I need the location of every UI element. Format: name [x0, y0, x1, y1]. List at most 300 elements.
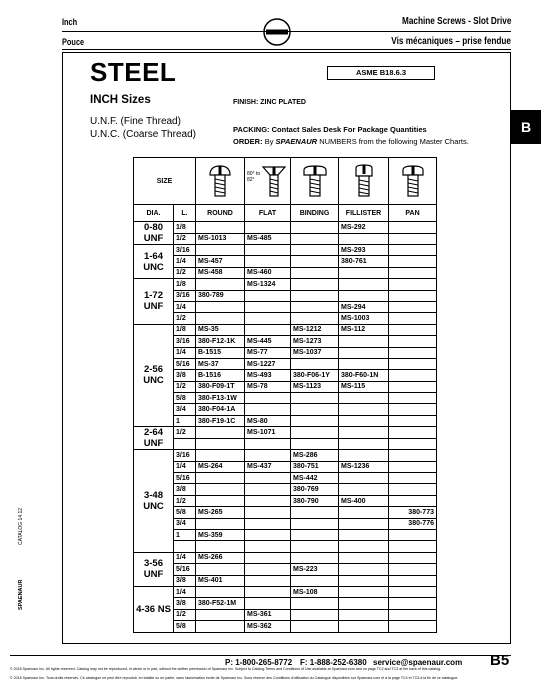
length-cell: 1 [174, 415, 196, 426]
order-label: ORDER: [233, 137, 263, 146]
part-number-cell[interactable]: MS-1273 [291, 336, 339, 347]
part-number-cell[interactable]: 380-751 [291, 461, 339, 472]
part-number-cell [339, 575, 389, 586]
part-number-cell [389, 393, 437, 404]
part-number-cell [339, 586, 389, 597]
part-number-cell [339, 347, 389, 358]
part-number-cell [196, 279, 245, 290]
col-fillister: FILLISTER [339, 205, 389, 222]
part-number-cell[interactable]: MS-1071 [245, 427, 291, 439]
binding-head-icon [291, 158, 339, 205]
header-title-en: Machine Screws - Slot Drive [401, 16, 511, 27]
length-cell: 3/16 [174, 450, 196, 461]
part-number-cell [291, 427, 339, 439]
length-cell: 1/4 [174, 301, 196, 312]
part-number-cell [245, 301, 291, 312]
table-row [134, 370, 437, 381]
header-divider-bottom [62, 49, 511, 50]
part-number-cell [389, 381, 437, 392]
part-number-cell [389, 495, 437, 506]
finish-label: FINISH: ZINC PLATED [233, 99, 306, 106]
part-number-cell [339, 598, 389, 609]
part-number-cell [339, 358, 389, 369]
footer-divider [10, 655, 511, 656]
part-number-cell [245, 541, 291, 552]
part-number-cell[interactable]: MS-457 [196, 256, 245, 267]
part-number-cell [389, 233, 437, 245]
part-number-cell [245, 529, 291, 540]
part-number-cell [245, 324, 291, 335]
part-number-cell [245, 222, 291, 234]
table-row [134, 495, 437, 506]
part-number-cell [339, 427, 389, 439]
dia-cell: 3-48 UNC [134, 450, 174, 553]
length-cell: 1/2 [174, 267, 196, 278]
part-number-cell[interactable]: MS-266 [196, 552, 245, 563]
part-number-cell [339, 541, 389, 552]
dia-cell: 3-56 UNF [134, 552, 174, 586]
part-number-cell [196, 438, 245, 450]
col-length: L. [174, 205, 196, 222]
part-number-cell [339, 336, 389, 347]
part-number-cell [291, 415, 339, 426]
part-number-cell [291, 541, 339, 552]
part-number-cell[interactable]: 380-761 [339, 256, 389, 267]
legal-en: © 2018 Spaenaur Inc. All rights reserved. Catalog may not be reproduced, in whole or in part, without the written permission of Spaenaur Inc. Subject to Catalog Terms and Conditions of Use available at Spaenaur.com and on page TC2 and TC3 at the back of this catalog. [10, 667, 441, 671]
part-number-cell [291, 301, 339, 312]
legal-fr: © 2018 Spaenaur Inc. Tous droits réservés. Ce catalogue ne peut être reproduit, en totalité ou en partie, sans l'autorisation écrite de Spaenaur Inc. Sous réserve des Conditions d'utilisation du Catalogue disponibles sur Spaenaur.com et à la page TC4 et TC5 à la fin de ce catalogue. [10, 676, 459, 680]
part-number-cell [339, 415, 389, 426]
part-number-cell [291, 313, 339, 324]
fillister-head-icon [339, 158, 389, 205]
parts-table [133, 157, 437, 633]
part-number-cell[interactable]: MS-78 [245, 381, 291, 392]
part-number-cell [389, 541, 437, 552]
part-number-cell[interactable]: MS-458 [196, 267, 245, 278]
length-cell: 3/16 [174, 245, 196, 256]
length-cell: 1/4 [174, 586, 196, 597]
part-number-cell [245, 404, 291, 415]
part-number-cell [291, 267, 339, 278]
part-number-cell[interactable]: MS-286 [291, 450, 339, 461]
page-number: B5 [490, 652, 510, 669]
part-number-cell [291, 233, 339, 245]
table-row [134, 324, 437, 335]
table-row [134, 313, 437, 324]
length-cell: 5/8 [174, 621, 196, 632]
length-cell: 5/16 [174, 564, 196, 575]
part-number-cell [196, 473, 245, 484]
pan-head-icon [389, 158, 437, 205]
part-number-cell [245, 256, 291, 267]
part-number-cell [291, 609, 339, 620]
part-number-cell [389, 324, 437, 335]
part-number-cell[interactable]: MS-1013 [196, 233, 245, 245]
part-number-cell [196, 518, 245, 529]
table-row [134, 484, 437, 495]
part-number-cell [339, 290, 389, 301]
table-row [134, 438, 437, 450]
part-number-cell[interactable]: MS-359 [196, 529, 245, 540]
part-number-cell[interactable]: MS-293 [339, 245, 389, 256]
page-title: STEEL [90, 57, 177, 87]
order-note [233, 137, 469, 146]
length-cell: 3/8 [174, 575, 196, 586]
part-number-cell [389, 245, 437, 256]
part-number-cell[interactable]: 380-789 [196, 290, 245, 301]
part-number-cell[interactable]: MS-1324 [245, 279, 291, 290]
dia-cell: 1-64 UNC [134, 245, 174, 279]
dia-cell: 0-80 UNF [134, 222, 174, 245]
part-number-cell [196, 301, 245, 312]
table-row [134, 267, 437, 278]
col-round: ROUND [196, 205, 245, 222]
flat-angle-label: 80° to 82° [247, 171, 261, 183]
table-row [134, 450, 437, 461]
part-number-cell [339, 233, 389, 245]
part-number-cell[interactable]: MS-80 [245, 415, 291, 426]
part-number-cell [196, 450, 245, 461]
packing-note: PACKING: Contact Sales Desk For Package Quantities [233, 125, 427, 134]
part-number-cell[interactable]: MS-401 [196, 575, 245, 586]
part-number-cell[interactable]: MS-493 [245, 370, 291, 381]
col-dia: DIA. [134, 205, 174, 222]
part-number-cell [196, 586, 245, 597]
part-number-cell [245, 473, 291, 484]
part-number-cell[interactable]: 380-F52-1M [196, 598, 245, 609]
part-number-cell [196, 495, 245, 506]
part-number-cell [291, 358, 339, 369]
part-number-cell [245, 484, 291, 495]
part-number-cell [196, 427, 245, 439]
table-row [134, 301, 437, 312]
col-pan: PAN [389, 205, 437, 222]
slot-drive-icon [262, 17, 292, 47]
part-number-cell [389, 609, 437, 620]
table-row [134, 541, 437, 552]
length-cell: 1/8 [174, 222, 196, 234]
part-number-cell [291, 290, 339, 301]
part-number-cell[interactable]: 380-773 [389, 507, 437, 518]
table-row [134, 393, 437, 404]
table-row [134, 427, 437, 439]
part-number-cell [196, 313, 245, 324]
part-number-cell [245, 586, 291, 597]
part-number-cell[interactable]: MS-265 [196, 507, 245, 518]
length-cell: 3/16 [174, 290, 196, 301]
part-number-cell [291, 575, 339, 586]
part-number-cell [339, 529, 389, 540]
size-label: SIZE [134, 158, 196, 205]
part-number-cell [389, 473, 437, 484]
part-number-cell [389, 564, 437, 575]
part-number-cell [291, 245, 339, 256]
part-number-cell [245, 518, 291, 529]
part-number-cell [389, 222, 437, 234]
dia-cell: 4-36 NS [134, 586, 174, 632]
part-number-cell[interactable]: MS-362 [245, 621, 291, 632]
table-row [134, 529, 437, 540]
header-inch: Inch [62, 17, 78, 27]
length-cell: 3/8 [174, 370, 196, 381]
dia-cell: 2-56 UNC [134, 324, 174, 427]
part-number-cell[interactable]: MS-37 [196, 358, 245, 369]
part-number-cell [245, 393, 291, 404]
part-number-cell [389, 336, 437, 347]
part-number-cell [291, 507, 339, 518]
header-title-fr: Vis mécaniques – prise fendue [391, 36, 511, 47]
part-number-cell [291, 529, 339, 540]
footer-fax: F: 1-888-252-6380 [300, 658, 367, 667]
length-cell: 1/4 [174, 552, 196, 563]
part-number-cell [291, 256, 339, 267]
part-number-cell[interactable]: MS-1236 [339, 461, 389, 472]
part-number-cell [291, 438, 339, 450]
part-number-cell [389, 279, 437, 290]
table-row [134, 552, 437, 563]
part-number-cell[interactable]: MS-1123 [291, 381, 339, 392]
part-number-cell [339, 438, 389, 450]
table-row [134, 279, 437, 290]
part-number-cell [389, 301, 437, 312]
length-cell: 1/2 [174, 609, 196, 620]
part-number-cell[interactable]: MS-112 [339, 324, 389, 335]
part-number-cell [389, 427, 437, 439]
part-number-cell[interactable]: 380-F19-1C [196, 415, 245, 426]
table-row [134, 609, 437, 620]
part-number-cell [339, 518, 389, 529]
col-flat: FLAT [245, 205, 291, 222]
part-number-cell[interactable]: MS-1227 [245, 358, 291, 369]
part-number-cell [389, 461, 437, 472]
part-number-cell[interactable]: 380-F12-1K [196, 336, 245, 347]
standard-badge: ASME B18.6.3 [327, 66, 435, 80]
header-pouce: Pouce [62, 37, 85, 47]
table-row [134, 347, 437, 358]
part-number-cell[interactable]: MS-77 [245, 347, 291, 358]
length-cell: 1/2 [174, 495, 196, 506]
part-number-cell [196, 484, 245, 495]
part-number-cell [291, 404, 339, 415]
part-number-cell [339, 404, 389, 415]
part-number-cell [389, 621, 437, 632]
part-number-cell [291, 222, 339, 234]
part-number-cell [389, 598, 437, 609]
table-row [134, 473, 437, 484]
length-cell: 1/2 [174, 313, 196, 324]
table-row [134, 518, 437, 529]
part-number-cell[interactable]: MS-437 [245, 461, 291, 472]
length-cell: 5/16 [174, 358, 196, 369]
length-cell: 3/8 [174, 598, 196, 609]
table-row [134, 404, 437, 415]
length-cell: 1 [174, 529, 196, 540]
thread-coarse: U.N.C. (Coarse Thread) [90, 129, 196, 140]
table-row [134, 256, 437, 267]
part-number-cell[interactable]: MS-108 [291, 586, 339, 597]
length-cell: 1/8 [174, 279, 196, 290]
length-cell: 1/4 [174, 461, 196, 472]
length-cell [174, 438, 196, 450]
table-row [134, 575, 437, 586]
flat-head-icon [245, 158, 291, 205]
part-number-cell [196, 541, 245, 552]
length-cell: 1/2 [174, 233, 196, 245]
part-number-cell [389, 256, 437, 267]
part-number-cell [389, 484, 437, 495]
part-number-cell[interactable]: MS-1037 [291, 347, 339, 358]
section-tab[interactable]: B [511, 110, 541, 144]
part-number-cell[interactable]: MS-115 [339, 381, 389, 392]
part-number-cell [245, 507, 291, 518]
part-number-cell [339, 393, 389, 404]
order-rest: NUMBERS from the following Master Charts. [319, 137, 469, 146]
length-cell: 3/16 [174, 336, 196, 347]
part-number-cell [196, 222, 245, 234]
part-number-cell [339, 279, 389, 290]
table-row [134, 415, 437, 426]
part-number-cell [389, 552, 437, 563]
part-number-cell[interactable]: MS-1212 [291, 324, 339, 335]
part-number-cell [245, 313, 291, 324]
length-cell: 3/8 [174, 484, 196, 495]
part-number-cell[interactable]: 380-F09-1T [196, 381, 245, 392]
part-number-cell [196, 609, 245, 620]
part-number-cell [291, 621, 339, 632]
part-number-cell[interactable]: MS-400 [339, 495, 389, 506]
footer-phone: P: 1-800-265-8772 [225, 658, 293, 667]
part-number-cell [389, 529, 437, 540]
part-number-cell [339, 609, 389, 620]
length-cell: 5/16 [174, 473, 196, 484]
part-number-cell [389, 290, 437, 301]
table-row [134, 461, 437, 472]
part-number-cell [245, 552, 291, 563]
part-number-cell [389, 575, 437, 586]
table-row [134, 336, 437, 347]
length-cell: 1/8 [174, 324, 196, 335]
part-number-cell[interactable]: MS-223 [291, 564, 339, 575]
part-number-cell [389, 358, 437, 369]
part-number-cell [291, 518, 339, 529]
length-cell: 3/4 [174, 404, 196, 415]
part-number-cell[interactable]: MS-460 [245, 267, 291, 278]
table-row [134, 564, 437, 575]
table-row [134, 233, 437, 245]
part-number-cell [389, 415, 437, 426]
col-binding: BINDING [291, 205, 339, 222]
part-number-cell [245, 495, 291, 506]
sizes-heading: INCH Sizes [90, 94, 151, 106]
part-number-cell [339, 450, 389, 461]
part-number-cell [245, 450, 291, 461]
length-cell: 1/4 [174, 256, 196, 267]
length-cell: 5/8 [174, 507, 196, 518]
order-brand: SPAENAUR [275, 137, 318, 146]
part-number-cell[interactable]: 380-F04-1A [196, 404, 245, 415]
dia-cell: 1-72 UNF [134, 279, 174, 325]
table-row [134, 507, 437, 518]
thread-fine: U.N.F. (Fine Thread) [90, 116, 181, 127]
part-number-cell [339, 267, 389, 278]
length-cell: 1/2 [174, 427, 196, 439]
part-number-cell[interactable]: MS-442 [291, 473, 339, 484]
part-number-cell [339, 552, 389, 563]
part-number-cell[interactable]: MS-485 [245, 233, 291, 245]
part-number-cell [291, 393, 339, 404]
table-row [134, 381, 437, 392]
part-number-cell[interactable]: MS-361 [245, 609, 291, 620]
part-number-cell[interactable]: B-1515 [196, 347, 245, 358]
part-number-cell [196, 564, 245, 575]
part-number-cell [245, 438, 291, 450]
part-number-cell[interactable]: 380-790 [291, 495, 339, 506]
part-number-cell [389, 438, 437, 450]
part-number-cell [389, 450, 437, 461]
part-number-cell [389, 267, 437, 278]
part-number-cell [339, 507, 389, 518]
part-number-cell [389, 404, 437, 415]
column-header-row [134, 205, 437, 222]
table-row [134, 621, 437, 632]
part-number-cell [245, 290, 291, 301]
part-number-cell [339, 473, 389, 484]
table-row [134, 598, 437, 609]
header-icon-row [134, 158, 437, 205]
order-by: By [264, 137, 274, 146]
part-number-cell [339, 564, 389, 575]
part-number-cell [291, 279, 339, 290]
part-number-cell [339, 621, 389, 632]
length-cell: 1/4 [174, 347, 196, 358]
part-number-cell[interactable]: B-1516 [196, 370, 245, 381]
part-number-cell [245, 598, 291, 609]
part-number-cell[interactable]: MS-1003 [339, 313, 389, 324]
table-row [134, 245, 437, 256]
length-cell: 3/4 [174, 518, 196, 529]
length-cell: 5/8 [174, 393, 196, 404]
dia-cell: 2-64 UNF [134, 427, 174, 450]
part-number-cell[interactable]: MS-264 [196, 461, 245, 472]
part-number-cell[interactable]: MS-294 [339, 301, 389, 312]
part-number-cell [291, 598, 339, 609]
part-number-cell[interactable]: MS-35 [196, 324, 245, 335]
part-number-cell [389, 370, 437, 381]
table-row [134, 290, 437, 301]
part-number-cell [196, 621, 245, 632]
table-row [134, 586, 437, 597]
table-row [134, 358, 437, 369]
part-number-cell [291, 552, 339, 563]
part-number-cell [389, 313, 437, 324]
part-number-cell[interactable]: 380-F60-1N [339, 370, 389, 381]
part-number-cell [196, 245, 245, 256]
length-cell [174, 541, 196, 552]
footer-email[interactable]: service@spaenaur.com [373, 658, 463, 667]
part-number-cell [245, 245, 291, 256]
part-number-cell[interactable]: MS-445 [245, 336, 291, 347]
part-number-cell[interactable]: 380-F06-1Y [291, 370, 339, 381]
part-number-cell[interactable]: MS-292 [339, 222, 389, 234]
side-logo: SPAENAUR [18, 579, 24, 610]
part-number-cell[interactable]: 380-776 [389, 518, 437, 529]
part-number-cell [389, 586, 437, 597]
part-number-cell[interactable]: 380-F13-1W [196, 393, 245, 404]
part-number-cell [245, 564, 291, 575]
part-number-cell [339, 484, 389, 495]
part-number-cell[interactable]: 380-769 [291, 484, 339, 495]
table-row [134, 222, 437, 234]
